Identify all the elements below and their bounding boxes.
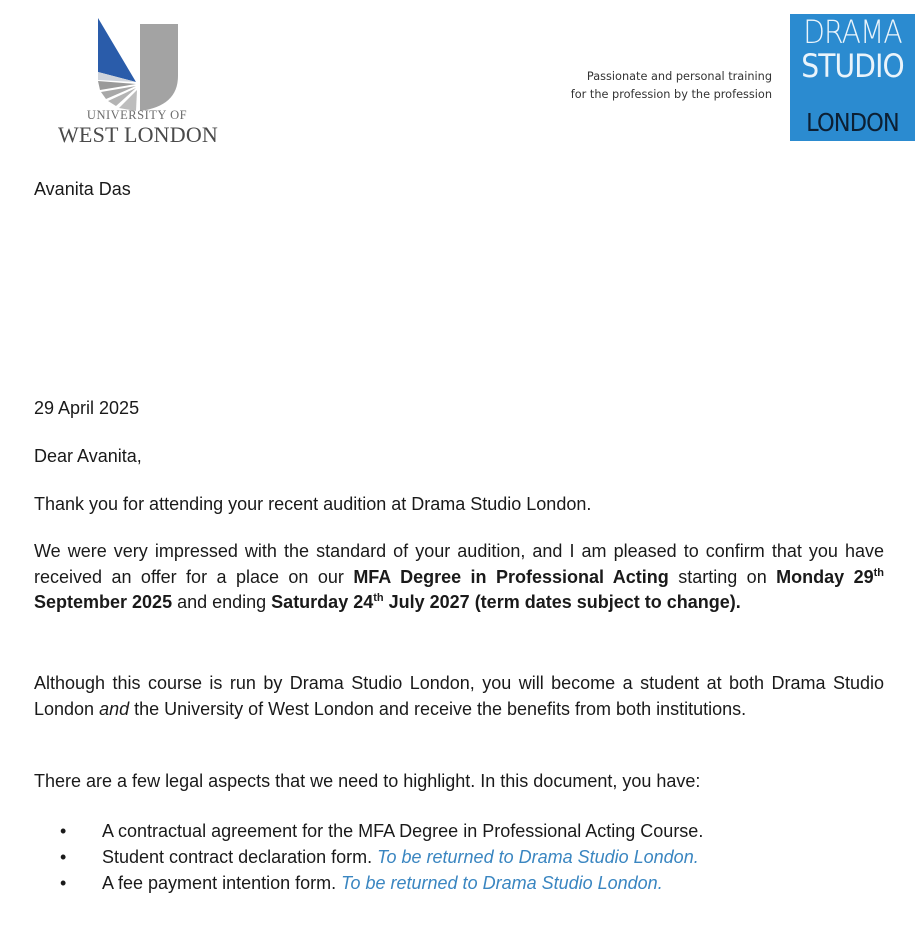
tagline-line2: for the profession by the profession: [570, 88, 772, 101]
paragraph-offer: [34, 539, 884, 616]
course-name: MFA Degree in Professional Acting: [353, 566, 669, 587]
end-day: Saturday 24: [271, 592, 374, 612]
end-suffix: th: [373, 592, 384, 604]
list-item-text: A contractual agreement for the MFA Degree in Professional Acting Course.: [102, 821, 704, 841]
list-item: [60, 844, 703, 870]
institutions-text: the University of West London and receive the benefits from both institutions.: [129, 698, 747, 719]
end-date: [271, 592, 741, 612]
start-month-year: September 2025: [34, 592, 173, 612]
offer-text: We were very impressed with the standard of your audition, and I am pleased to confirm that you have received an offer for a place on our: [34, 541, 884, 587]
return-note: To be returned to Drama Studio London.: [341, 873, 663, 893]
list-item-text: Student contract declaration form.: [102, 847, 378, 867]
offer-text: starting on: [668, 566, 777, 587]
uwl-logo-line2: WEST LONDON: [57, 122, 219, 147]
start-day: Monday 29: [776, 566, 874, 587]
end-month-year: July 2027 (term dates subject to change).: [383, 592, 741, 612]
offer-text: and ending: [172, 592, 272, 612]
uwl-logo-line1: UNIVERSITY OF: [86, 108, 188, 122]
dsl-logo-line1: DRAMA: [803, 13, 902, 51]
paragraph-legal: There are a few legal aspects that we need to highlight. In this document, you have:: [34, 771, 701, 791]
dsl-logo-line3: LONDON: [806, 108, 899, 137]
dsl-logo-line2: STUDIO: [801, 47, 904, 85]
document-list: [60, 818, 703, 896]
drama-studio-london-logo: [790, 14, 915, 141]
return-note: To be returned to Drama Studio London.: [377, 847, 699, 867]
start-suffix: th: [873, 566, 884, 579]
paragraph-institutions: [34, 671, 884, 722]
emphasis-and: and: [99, 698, 130, 719]
letter-date: 29 April 2025: [34, 398, 140, 418]
institutions-text: Although this course is run by Drama Studio London, you will become a student at both Drama Studio London: [34, 673, 884, 719]
list-item: [60, 818, 703, 844]
tagline: [571, 68, 772, 104]
salutation: Dear Avanita,: [34, 446, 142, 466]
paragraph-thanks: Thank you for attending your recent audition at Drama Studio London.: [34, 494, 592, 514]
tagline-line1: Passionate and personal training: [586, 70, 772, 83]
list-item: [60, 870, 703, 896]
recipient-name: Avanita Das: [34, 179, 131, 199]
list-item-text: A fee payment intention form.: [102, 873, 342, 893]
